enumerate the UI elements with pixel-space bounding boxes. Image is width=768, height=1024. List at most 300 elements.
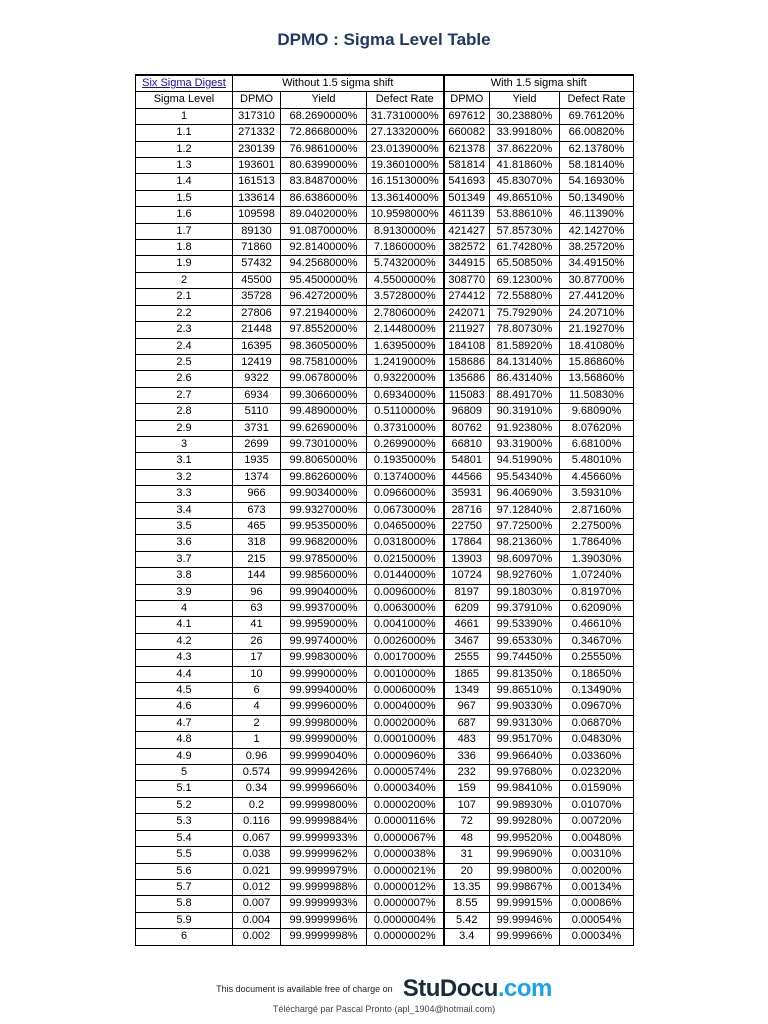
cell-defect-rate-shift: 2.87160% [560,502,634,518]
cell-yield: 99.9682000% [281,535,367,551]
cell-defect-rate: 0.0144000% [367,568,444,584]
cell-defect-rate: 0.0000004% [367,912,444,928]
cell-dpmo: 1 [233,732,281,748]
cell-dpmo: 0.2 [233,797,281,813]
cell-yield-shift: 84.13140% [490,354,560,370]
cell-sigma-level: 1.4 [136,174,233,190]
cell-defect-rate-shift: 46.11390% [560,207,634,223]
cell-defect-rate: 27.1332000% [367,125,444,141]
cell-sigma-level: 2.5 [136,354,233,370]
cell-sigma-level: 4.5 [136,683,233,699]
cell-sigma-level: 5.6 [136,863,233,879]
cell-defect-rate-shift: 58.18140% [560,158,634,174]
cell-yield: 99.4890000% [281,404,367,420]
cell-yield-shift: 91.92380% [490,420,560,436]
cell-dpmo: 0.004 [233,912,281,928]
cell-defect-rate-shift: 0.00720% [560,814,634,830]
cell-dpmo-shift: 344915 [444,256,490,272]
table-row [136,584,634,600]
cell-sigma-level: 2.7 [136,387,233,403]
cell-yield: 83.8487000% [281,174,367,190]
cell-dpmo-shift: 621378 [444,141,490,157]
cell-defect-rate: 31.7310000% [367,108,444,124]
cell-defect-rate: 0.0000200% [367,797,444,813]
cell-dpmo-shift: 501349 [444,190,490,206]
cell-defect-rate: 0.0041000% [367,617,444,633]
cell-yield: 91.0870000% [281,223,367,239]
cell-yield: 89.0402000% [281,207,367,223]
cell-yield: 99.9990000% [281,666,367,682]
column-header-sigma-level: Sigma Level [136,92,233,108]
cell-defect-rate: 7.1860000% [367,240,444,256]
cell-defect-rate-shift: 0.46610% [560,617,634,633]
cell-dpmo: 0.007 [233,896,281,912]
cell-dpmo: 41 [233,617,281,633]
cell-sigma-level: 6 [136,929,233,945]
cell-dpmo: 0.34 [233,781,281,797]
cell-yield: 99.9959000% [281,617,367,633]
cell-defect-rate-shift: 0.03360% [560,748,634,764]
cell-dpmo: 17 [233,650,281,666]
cell-yield-shift: 69.12300% [490,272,560,288]
cell-yield-shift: 99.99867% [490,879,560,895]
cell-dpmo-shift: 80762 [444,420,490,436]
cell-yield-shift: 57.85730% [490,223,560,239]
cell-yield: 99.9999962% [281,847,367,863]
cell-yield-shift: 99.74450% [490,650,560,666]
cell-sigma-level: 5.1 [136,781,233,797]
column-header-row [136,92,634,108]
cell-sigma-level: 1.2 [136,141,233,157]
table-row [136,256,634,272]
cell-defect-rate-shift: 0.00034% [560,929,634,945]
cell-yield: 99.9983000% [281,650,367,666]
table-row [136,338,634,354]
table-row [136,289,634,305]
table-row [136,568,634,584]
cell-defect-rate-shift: 0.06870% [560,715,634,731]
cell-dpmo-shift: 13903 [444,551,490,567]
table-row [136,814,634,830]
cell-defect-rate-shift: 69.76120% [560,108,634,124]
cell-dpmo-shift: 232 [444,765,490,781]
cell-yield: 99.9535000% [281,518,367,534]
cell-dpmo: 144 [233,568,281,584]
cell-defect-rate-shift: 62.13780% [560,141,634,157]
cell-yield: 80.6399000% [281,158,367,174]
cell-defect-rate-shift: 50.13490% [560,190,634,206]
cell-sigma-level: 2.9 [136,420,233,436]
cell-dpmo: 63 [233,601,281,617]
cell-dpmo: 10 [233,666,281,682]
cell-yield: 99.9999800% [281,797,367,813]
cell-yield-shift: 41.81860% [490,158,560,174]
cell-dpmo-shift: 13.35 [444,879,490,895]
footer-free-text: This document is available free of charge on [216,984,393,994]
cell-dpmo: 966 [233,486,281,502]
cell-yield: 96.4272000% [281,289,367,305]
cell-defect-rate: 16.1513000% [367,174,444,190]
column-header-yield-shift: Yield [490,92,560,108]
cell-yield-shift: 99.99520% [490,830,560,846]
cell-sigma-level: 5.9 [136,912,233,928]
cell-defect-rate-shift: 0.18650% [560,666,634,682]
cell-dpmo-shift: 28716 [444,502,490,518]
cell-yield-shift: 99.99800% [490,863,560,879]
cell-yield: 99.9999988% [281,879,367,895]
cell-yield-shift: 99.90330% [490,699,560,715]
cell-defect-rate: 0.3731000% [367,420,444,436]
table-row [136,174,634,190]
cell-yield: 97.2194000% [281,305,367,321]
cell-dpmo: 16395 [233,338,281,354]
cell-dpmo: 318 [233,535,281,551]
cell-yield: 99.8065000% [281,453,367,469]
cell-yield-shift: 99.95170% [490,732,560,748]
column-header-defect-rate-shift: Defect Rate [560,92,634,108]
group-header-without-shift: Without 1.5 sigma shift [233,75,444,92]
cell-yield-shift: 33.99180% [490,125,560,141]
cell-yield-shift: 95.54340% [490,469,560,485]
cell-defect-rate: 0.0000012% [367,879,444,895]
cell-sigma-level: 3.5 [136,518,233,534]
cell-dpmo-shift: 697612 [444,108,490,124]
cell-defect-rate: 8.9130000% [367,223,444,239]
cell-sigma-level: 4 [136,601,233,617]
cell-yield: 99.9856000% [281,568,367,584]
cell-yield-shift: 99.99915% [490,896,560,912]
cell-defect-rate-shift: 0.02320% [560,765,634,781]
cell-yield: 72.8668000% [281,125,367,141]
table-row [136,601,634,617]
cell-dpmo-shift: 4661 [444,617,490,633]
cell-yield-shift: 81.58920% [490,338,560,354]
cell-sigma-level: 4.7 [136,715,233,731]
cell-defect-rate-shift: 0.00310% [560,847,634,863]
footer [0,974,768,1004]
cell-yield-shift: 98.21360% [490,535,560,551]
cell-dpmo: 133614 [233,190,281,206]
cell-sigma-level: 4.8 [136,732,233,748]
cell-yield: 99.9785000% [281,551,367,567]
cell-dpmo: 1374 [233,469,281,485]
cell-defect-rate: 0.0063000% [367,601,444,617]
cell-defect-rate-shift: 54.16930% [560,174,634,190]
cell-defect-rate: 0.0010000% [367,666,444,682]
table-row [136,141,634,157]
cell-sigma-level: 4.2 [136,633,233,649]
cell-dpmo: 57432 [233,256,281,272]
cell-yield: 99.0678000% [281,371,367,387]
cell-yield-shift: 88.49170% [490,387,560,403]
cell-sigma-level: 5.8 [136,896,233,912]
cell-defect-rate-shift: 5.48010% [560,453,634,469]
cell-yield-shift: 99.97680% [490,765,560,781]
cell-defect-rate: 0.2699000% [367,436,444,452]
cell-sigma-level: 3.4 [136,502,233,518]
cell-sigma-level: 2.1 [136,289,233,305]
cell-yield-shift: 99.98410% [490,781,560,797]
source-link[interactable]: Six Sigma Digest [136,75,233,92]
cell-defect-rate-shift: 0.00054% [560,912,634,928]
cell-yield-shift: 96.40690% [490,486,560,502]
cell-defect-rate: 0.0673000% [367,502,444,518]
table-row [136,354,634,370]
cell-dpmo-shift: 135686 [444,371,490,387]
table-row [136,765,634,781]
cell-dpmo-shift: 2555 [444,650,490,666]
cell-yield: 99.9999040% [281,748,367,764]
cell-defect-rate: 0.0000574% [367,765,444,781]
cell-yield-shift: 75.79290% [490,305,560,321]
page-title: DPMO : Sigma Level Table [277,30,491,49]
cell-yield: 92.8140000% [281,240,367,256]
cell-dpmo-shift: 115083 [444,387,490,403]
cell-dpmo: 0.116 [233,814,281,830]
cell-yield: 94.2568000% [281,256,367,272]
cell-yield: 99.9327000% [281,502,367,518]
cell-yield-shift: 72.55880% [490,289,560,305]
cell-sigma-level: 4.1 [136,617,233,633]
cell-dpmo: 96 [233,584,281,600]
cell-defect-rate: 0.0465000% [367,518,444,534]
cell-dpmo-shift: 308770 [444,272,490,288]
cell-sigma-level: 3.1 [136,453,233,469]
table-row [136,896,634,912]
cell-sigma-level: 3 [136,436,233,452]
cell-sigma-level: 4.6 [136,699,233,715]
cell-dpmo-shift: 184108 [444,338,490,354]
table-row [136,404,634,420]
cell-dpmo-shift: 660082 [444,125,490,141]
cell-yield-shift: 61.74280% [490,240,560,256]
cell-defect-rate: 0.0001000% [367,732,444,748]
cell-defect-rate: 0.0017000% [367,650,444,666]
table-row [136,732,634,748]
table-row [136,830,634,846]
cell-yield-shift: 98.92760% [490,568,560,584]
cell-defect-rate-shift: 0.01070% [560,797,634,813]
table-row [136,502,634,518]
cell-yield: 99.9999660% [281,781,367,797]
cell-defect-rate-shift: 30.87700% [560,272,634,288]
cell-defect-rate-shift: 6.68100% [560,436,634,452]
cell-defect-rate-shift: 1.39030% [560,551,634,567]
cell-defect-rate: 0.0006000% [367,683,444,699]
cell-dpmo: 2699 [233,436,281,452]
cell-yield-shift: 97.72500% [490,518,560,534]
cell-dpmo: 0.038 [233,847,281,863]
cell-defect-rate: 0.0966000% [367,486,444,502]
cell-sigma-level: 5.5 [136,847,233,863]
cell-defect-rate: 0.0004000% [367,699,444,715]
cell-yield-shift: 99.81350% [490,666,560,682]
cell-dpmo: 673 [233,502,281,518]
cell-yield: 86.6386000% [281,190,367,206]
cell-yield-shift: 94.51990% [490,453,560,469]
table-row [136,879,634,895]
cell-defect-rate: 13.3614000% [367,190,444,206]
cell-sigma-level: 5.4 [136,830,233,846]
cell-dpmo: 5110 [233,404,281,420]
column-header-dpmo-shift: DPMO [444,92,490,108]
table-row [136,190,634,206]
cell-dpmo: 465 [233,518,281,534]
cell-sigma-level: 1.9 [136,256,233,272]
studocu-logo[interactable] [403,975,552,1003]
cell-dpmo-shift: 687 [444,715,490,731]
cell-defect-rate-shift: 1.78640% [560,535,634,551]
table-row [136,863,634,879]
cell-defect-rate-shift: 2.27500% [560,518,634,534]
cell-yield-shift: 49.86510% [490,190,560,206]
cell-yield: 99.6269000% [281,420,367,436]
table-row [136,420,634,436]
cell-defect-rate: 5.7432000% [367,256,444,272]
cell-yield: 99.9999000% [281,732,367,748]
cell-yield-shift: 93.31900% [490,436,560,452]
cell-dpmo-shift: 54801 [444,453,490,469]
cell-yield-shift: 37.86220% [490,141,560,157]
cell-yield-shift: 99.99966% [490,929,560,945]
cell-defect-rate: 1.6395000% [367,338,444,354]
cell-defect-rate-shift: 0.62090% [560,601,634,617]
cell-sigma-level: 2.6 [136,371,233,387]
cell-yield: 68.2690000% [281,108,367,124]
cell-dpmo: 0.021 [233,863,281,879]
cell-dpmo: 193601 [233,158,281,174]
cell-defect-rate-shift: 0.00134% [560,879,634,895]
cell-dpmo-shift: 96809 [444,404,490,420]
table-row [136,469,634,485]
cell-defect-rate-shift: 8.07620% [560,420,634,436]
cell-defect-rate-shift: 0.00086% [560,896,634,912]
cell-defect-rate: 0.1374000% [367,469,444,485]
cell-dpmo-shift: 421427 [444,223,490,239]
cell-dpmo-shift: 159 [444,781,490,797]
cell-defect-rate: 0.0000021% [367,863,444,879]
cell-defect-rate-shift: 0.00200% [560,863,634,879]
cell-defect-rate-shift: 0.09670% [560,699,634,715]
cell-sigma-level: 3.7 [136,551,233,567]
cell-yield-shift: 78.80730% [490,322,560,338]
cell-defect-rate-shift: 1.07240% [560,568,634,584]
cell-defect-rate: 23.0139000% [367,141,444,157]
cell-yield-shift: 99.65330% [490,633,560,649]
cell-sigma-level: 1.3 [136,158,233,174]
cell-yield: 99.9999426% [281,765,367,781]
column-header-dpmo: DPMO [233,92,281,108]
cell-sigma-level: 4.4 [136,666,233,682]
cell-defect-rate: 0.0000067% [367,830,444,846]
cell-yield: 99.9999979% [281,863,367,879]
cell-defect-rate-shift: 24.20710% [560,305,634,321]
cell-defect-rate-shift: 15.86860% [560,354,634,370]
cell-yield: 98.3605000% [281,338,367,354]
cell-dpmo: 89130 [233,223,281,239]
cell-dpmo-shift: 461139 [444,207,490,223]
cell-yield: 99.9996000% [281,699,367,715]
cell-defect-rate: 0.0000960% [367,748,444,764]
cell-defect-rate: 0.0002000% [367,715,444,731]
cell-dpmo: 26 [233,633,281,649]
cell-defect-rate-shift: 38.25720% [560,240,634,256]
cell-defect-rate: 2.7806000% [367,305,444,321]
cell-dpmo-shift: 541693 [444,174,490,190]
cell-sigma-level: 3.6 [136,535,233,551]
cell-dpmo: 109598 [233,207,281,223]
cell-defect-rate: 0.5110000% [367,404,444,420]
cell-defect-rate-shift: 42.14270% [560,223,634,239]
cell-dpmo: 1935 [233,453,281,469]
cell-sigma-level: 5.3 [136,814,233,830]
cell-defect-rate: 0.0096000% [367,584,444,600]
cell-dpmo-shift: 242071 [444,305,490,321]
table-row [136,125,634,141]
cell-dpmo: 2 [233,715,281,731]
cell-defect-rate: 2.1448000% [367,322,444,338]
cell-dpmo-shift: 3.4 [444,929,490,945]
table-row [136,683,634,699]
cell-dpmo: 0.96 [233,748,281,764]
cell-dpmo: 21448 [233,322,281,338]
cell-yield: 99.8626000% [281,469,367,485]
cell-defect-rate: 3.5728000% [367,289,444,305]
cell-sigma-level: 2.3 [136,322,233,338]
cell-sigma-level: 5.2 [136,797,233,813]
group-header-row [136,75,634,92]
cell-dpmo: 230139 [233,141,281,157]
cell-defect-rate-shift: 4.45660% [560,469,634,485]
cell-dpmo: 9322 [233,371,281,387]
cell-defect-rate: 0.0000340% [367,781,444,797]
cell-dpmo-shift: 35931 [444,486,490,502]
cell-yield: 95.4500000% [281,272,367,288]
cell-yield-shift: 99.93130% [490,715,560,731]
cell-dpmo: 0.574 [233,765,281,781]
cell-defect-rate: 0.0000038% [367,847,444,863]
cell-dpmo-shift: 382572 [444,240,490,256]
table-row [136,748,634,764]
cell-dpmo: 35728 [233,289,281,305]
cell-yield-shift: 99.86510% [490,683,560,699]
cell-defect-rate-shift: 0.81970% [560,584,634,600]
cell-dpmo-shift: 6209 [444,601,490,617]
cell-sigma-level: 2.4 [136,338,233,354]
cell-yield-shift: 99.99280% [490,814,560,830]
cell-yield: 99.9974000% [281,633,367,649]
table-row [136,650,634,666]
table-row [136,305,634,321]
cell-dpmo-shift: 1865 [444,666,490,682]
cell-sigma-level: 1 [136,108,233,124]
table-row [136,371,634,387]
cell-dpmo-shift: 274412 [444,289,490,305]
cell-defect-rate-shift: 9.68090% [560,404,634,420]
cell-dpmo-shift: 10724 [444,568,490,584]
cell-defect-rate-shift: 0.13490% [560,683,634,699]
table-row [136,158,634,174]
cell-yield-shift: 30.23880% [490,108,560,124]
cell-defect-rate: 0.0026000% [367,633,444,649]
cell-defect-rate: 0.6934000% [367,387,444,403]
cell-yield: 99.9999993% [281,896,367,912]
cell-defect-rate: 1.2419000% [367,354,444,370]
table-body [136,108,634,945]
cell-dpmo-shift: 72 [444,814,490,830]
brand-name: StuDocu [402,975,498,1002]
table-row [136,633,634,649]
